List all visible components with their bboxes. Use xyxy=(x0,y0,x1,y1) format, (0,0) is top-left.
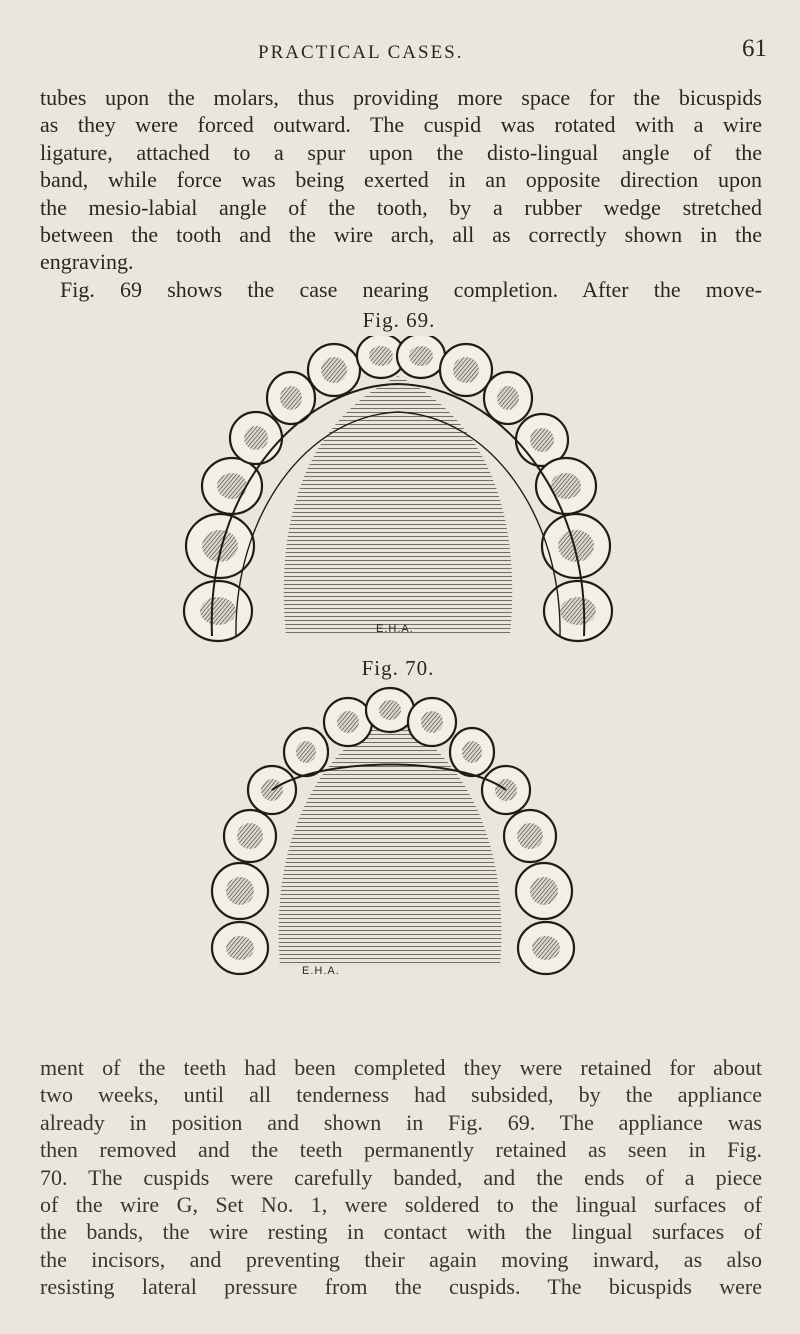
text-line: of the wire G, Set No. 1, were soldered to the lingual surfaces of xyxy=(40,1192,762,1218)
text-line: between the tooth and the wire arch, all as correctly shown in the xyxy=(40,222,762,248)
text-line: 70. The cuspids were carefully banded, and the ends of a piece xyxy=(40,1164,762,1190)
text-line: ligature, attached to a spur upon the disto-lingual angle of the xyxy=(40,139,762,165)
text-line: then removed and the teeth permanently retained as seen in Fig. xyxy=(40,1137,762,1163)
text-line: already in position and shown in Fig. 69. The appliance was xyxy=(40,1109,762,1135)
text-line: Fig. 69 shows the case nearing completion. After the move- xyxy=(60,276,762,302)
text-line: two weeks, until all tenderness had subsided, by the appliance xyxy=(40,1082,762,1108)
paragraph-bottom xyxy=(40,1054,762,1301)
paragraph-top xyxy=(40,84,762,303)
text-line: band, while force was being exerted in an opposite direction upon xyxy=(40,167,762,193)
figure-70-caption: Fig. 70. xyxy=(361,656,435,680)
text-line: the incisors, and preventing their again moving inward, as also xyxy=(40,1246,762,1272)
figure-69-caption: Fig. 69. xyxy=(362,308,436,332)
dental-arch-engraving-fig69-icon xyxy=(176,336,620,646)
text-line: ment of the teeth had been completed they were retained for about xyxy=(40,1055,762,1080)
running-head xyxy=(0,34,800,64)
text-line: tubes upon the molars, thus providing more space for the bicuspids xyxy=(40,85,762,110)
text-line: engraving. xyxy=(40,249,134,275)
engraver-signature: E.H.A. xyxy=(376,623,414,635)
page-number: 61 xyxy=(742,35,767,62)
text-line: the mesio-labial angle of the tooth, by a rubber wedge stretched xyxy=(40,194,762,220)
text-line: the bands, the wire resting in contact with the lingual surfaces of xyxy=(40,1219,762,1245)
text-line: resisting lateral pressure from the cuspids. The bicuspids were xyxy=(40,1274,762,1300)
dental-arch-engraving-fig70-icon xyxy=(210,686,580,978)
text-line: as they were forced outward. The cuspid was rotated with a wire xyxy=(40,112,762,138)
running-title: PRACTICAL CASES. xyxy=(258,42,464,63)
engraver-signature: E.H.A. xyxy=(302,965,340,977)
